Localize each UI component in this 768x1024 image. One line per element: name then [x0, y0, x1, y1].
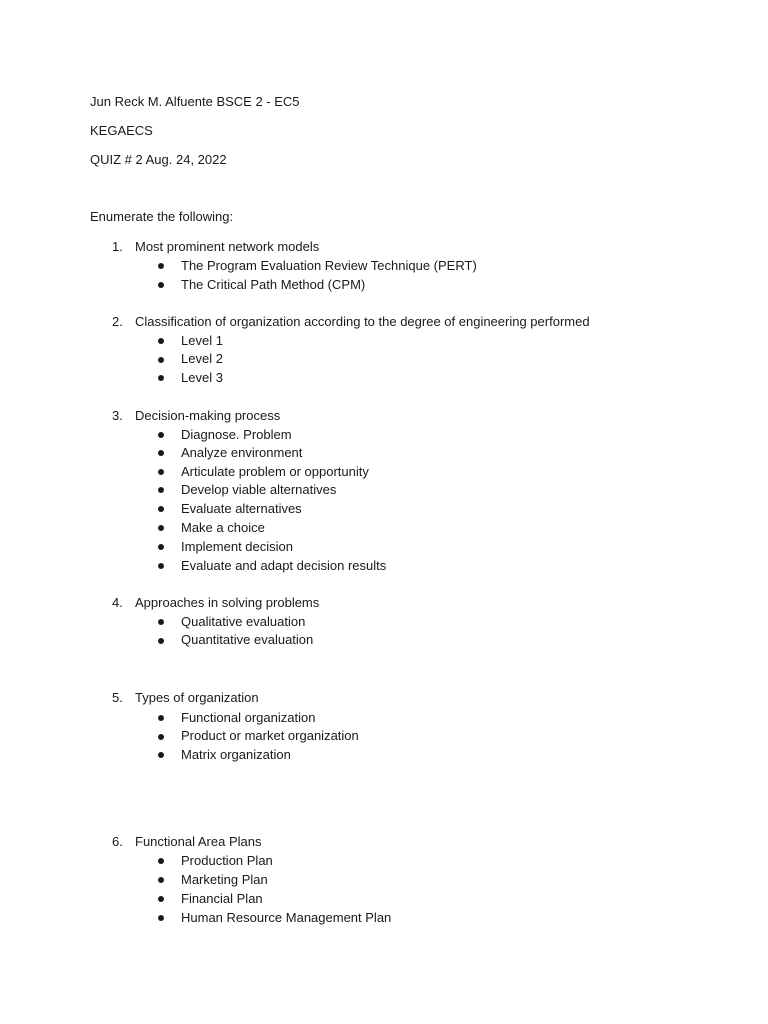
bullet-icon	[158, 715, 164, 721]
bullet-icon	[158, 858, 164, 864]
bullet-icon	[158, 915, 164, 921]
bullet-icon	[158, 638, 164, 644]
sub-item: Matrix organization	[181, 747, 291, 762]
sub-item: Quantitative evaluation	[181, 632, 314, 647]
item-label: Classification of organization according to the degree of engineering performed	[135, 314, 590, 329]
bullet-icon	[158, 544, 164, 550]
bullet-icon	[158, 375, 164, 381]
sub-item: Level 2	[181, 351, 223, 366]
item-label: Decision-making process	[135, 408, 281, 423]
sub-item: Marketing Plan	[181, 872, 268, 887]
sub-item: Make a choice	[181, 520, 265, 535]
sub-item: Evaluate alternatives	[181, 501, 302, 516]
sub-item: The Critical Path Method (CPM)	[181, 277, 366, 292]
sub-item: Articulate problem or opportunity	[181, 464, 369, 479]
sub-item: Level 1	[181, 333, 223, 348]
bullet-icon	[158, 338, 164, 344]
bullet-icon	[158, 896, 164, 902]
item-number: 5.	[112, 690, 123, 705]
sub-item: Production Plan	[181, 853, 273, 868]
bullet-icon	[158, 752, 164, 758]
sub-item: Human Resource Management Plan	[181, 910, 392, 925]
sub-item: Level 3	[181, 370, 223, 385]
instruction-line: Enumerate the following:	[90, 209, 234, 224]
course-line: KEGAECS	[90, 123, 153, 138]
author-line: Jun Reck M. Alfuente BSCE 2 - EC5	[90, 94, 300, 109]
item-label: Most prominent network models	[135, 239, 320, 254]
sub-item: The Program Evaluation Review Technique (PERT)	[181, 258, 477, 273]
item-number: 1.	[112, 239, 123, 254]
item-number: 6.	[112, 834, 123, 849]
bullet-icon	[158, 525, 164, 531]
sub-item: Product or market organization	[181, 728, 359, 743]
sub-item: Diagnose. Problem	[181, 427, 292, 442]
bullet-icon	[158, 563, 164, 569]
sub-item: Develop viable alternatives	[181, 482, 337, 497]
item-number: 3.	[112, 408, 123, 423]
bullet-icon	[158, 450, 164, 456]
sub-item: Evaluate and adapt decision results	[181, 558, 387, 573]
bullet-icon	[158, 506, 164, 512]
item-label: Approaches in solving problems	[135, 595, 320, 610]
sub-item: Functional organization	[181, 710, 316, 725]
bullet-icon	[158, 619, 164, 625]
item-number: 4.	[112, 595, 123, 610]
item-label: Functional Area Plans	[135, 834, 262, 849]
bullet-icon	[158, 263, 164, 269]
bullet-icon	[158, 487, 164, 493]
bullet-icon	[158, 432, 164, 438]
item-number: 2.	[112, 314, 123, 329]
sub-item: Implement decision	[181, 539, 293, 554]
item-label: Types of organization	[135, 690, 259, 705]
sub-item: Qualitative evaluation	[181, 614, 306, 629]
sub-item: Financial Plan	[181, 891, 263, 906]
bullet-icon	[158, 469, 164, 475]
bullet-icon	[158, 357, 164, 363]
bullet-icon	[158, 282, 164, 288]
sub-item: Analyze environment	[181, 445, 303, 460]
bullet-icon	[158, 734, 164, 740]
quiz-line: QUIZ # 2 Aug. 24, 2022	[90, 152, 227, 167]
bullet-icon	[158, 877, 164, 883]
